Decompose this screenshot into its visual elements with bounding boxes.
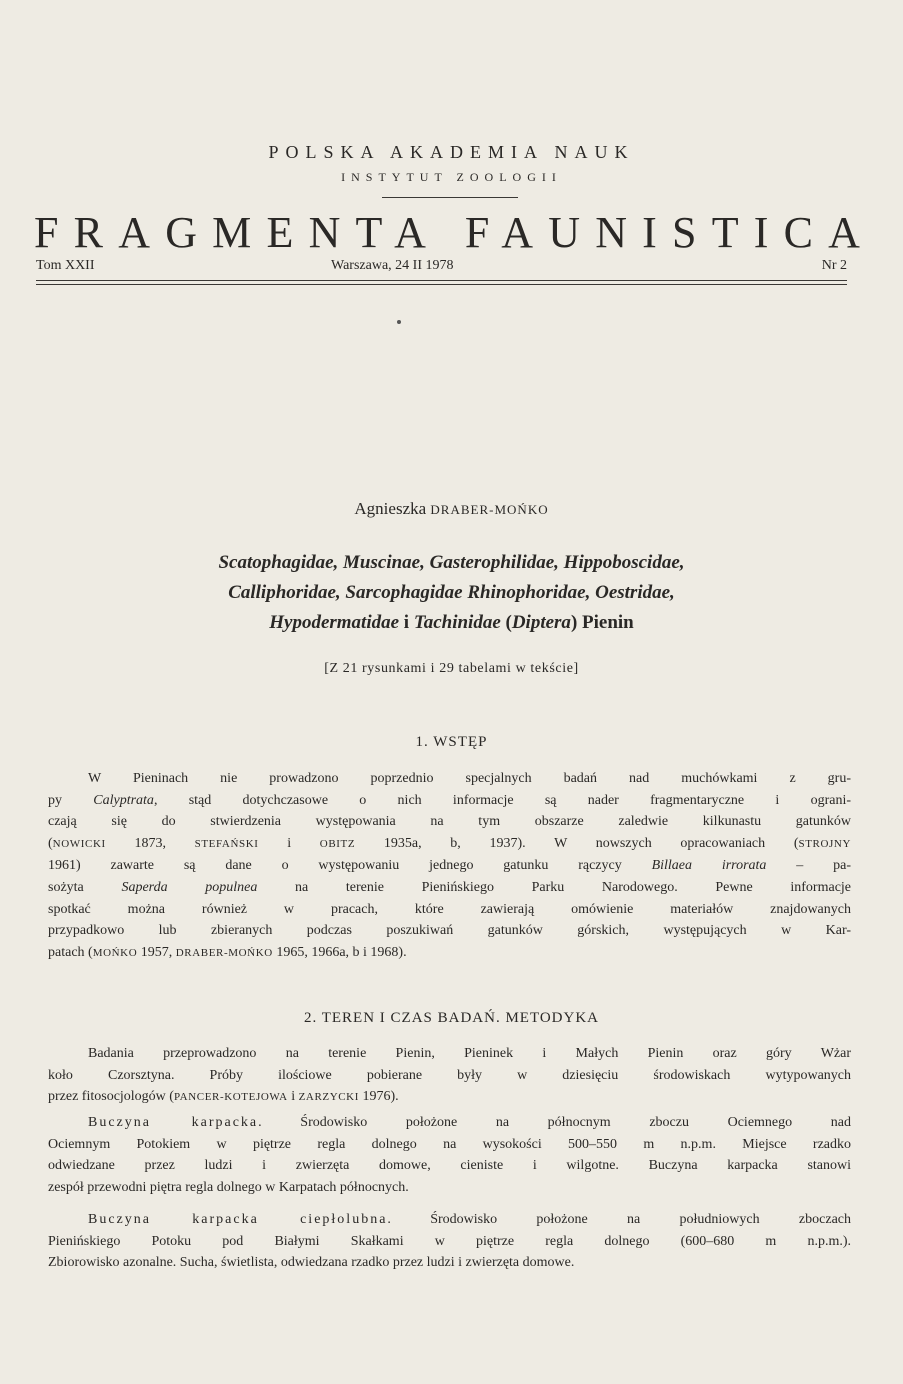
text-line [48,1209,851,1231]
intro-paragraph [48,768,851,964]
text-line [48,877,851,899]
author-citation: OBITZ [319,837,356,850]
section-heading-methods: 2. TEREN I CZAS BADAŃ. METODYKA [303,1010,600,1026]
text-line [48,1155,851,1177]
text-run: , stąd dotychczasowe o nich informacje są nader fragmentaryczne i ograni- [153,792,851,808]
text-run: sożyta [48,879,122,895]
header-rule-top [36,280,847,281]
text-line [48,1177,851,1199]
volume-label: Tom XXII [36,258,95,273]
author-first-name: Agnieszka [354,499,427,518]
text-run: spotkać można również w pracach, które zawierają omówienie materiałów znajdowanych [48,901,851,917]
section-heading-intro: 1. WSTĘP [415,734,488,750]
article-title-line-3 [0,612,903,634]
title-word: ( [500,612,512,633]
text-run: W Pieninach nie prowadzono poprzednio specjalnych badań nad muchówkami z gru- [88,771,851,786]
title-taxon: Calliphoridae, [228,582,346,603]
author-citation: MOŃKO [92,946,138,959]
taxon-name: Saperda populnea [121,879,258,895]
title-taxon: Tachinidae [413,612,501,633]
text-run: odwiedzane przez ludzi i zwierzęta domowe, cieniste i wilgotne. Buczyna karpacka stanowi [48,1158,851,1174]
text-line [48,1043,851,1065]
title-taxon: Oestridae, [595,582,675,603]
title-taxon: Diptera [511,612,571,633]
text-run: 1976). [359,1089,399,1105]
text-run: patach ( [48,944,93,960]
text-line [48,1112,851,1134]
methods-paragraph [48,1043,851,1109]
author-citation: DRABER-MOŃKO [175,946,273,959]
text-line [48,833,851,856]
journal-title: FRAGMENTA FAUNISTICA [34,208,876,257]
text-line [48,1086,851,1109]
text-line [48,768,851,790]
title-taxon: Hippoboscidae, [563,552,685,573]
header-divider [382,197,518,198]
title-taxon: Scatophagidae, [218,552,344,573]
header-rule-bottom [36,284,847,285]
text-run: Buczyna karpacka [88,1115,259,1130]
article-title-line-1 [0,552,903,574]
text-run: przez fitosocjologów ( [48,1089,174,1105]
text-run: zespół przewodni piętra regla dolnego w Karpatach północnych. [48,1179,409,1195]
text-run: na terenie Pienińskiego Parku Narodowego. Pewne informacje [257,879,852,895]
author-citation: ZARZYCKI [298,1091,359,1104]
text-run: . Środowisko położone na północnym zboczu Ociemnego nad [258,1115,852,1130]
habitat-paragraph-buczyna [48,1112,851,1198]
text-run: . Środowisko położone na południowych zboczach [387,1212,851,1227]
title-word: i [399,612,414,633]
text-run: czają się do stwierdzenia występowania na tym obszarze zaledwie kilkunastu gatunków [48,814,851,830]
figures-note: [Z 21 rysunkami i 29 tabelami w tekście] [324,661,579,676]
text-run: koło Czorsztyna. Próby ilościowe pobierane były w dziesięciu środowiskach wytypowanych [48,1067,851,1083]
text-run: 1873, [105,835,195,851]
text-run: ( [48,835,53,851]
title-taxon: Muscinae, [343,552,430,573]
text-run: przypadkowo lub zbieranych podczas poszukiwań gatunków górskich, występujących w Kar- [48,923,851,939]
title-taxon: Hypodermatidae [269,612,400,633]
text-run: Buczyna karpacka ciepłolubna [88,1212,388,1227]
text-run: i [258,835,320,851]
title-taxon: Sarcophagidae [345,582,468,603]
text-run: 1961) zawarte są dane o występowaniu jednego gatunku rączycy [48,858,652,874]
text-line [48,899,851,921]
text-line [48,1134,851,1156]
text-run: – pa- [766,858,851,874]
author-citation: STEFAŃSKI [194,837,259,850]
text-run: Pienińskiego Potoku pod Białymi Skałkami w piętrze regla dolnego (600–680 m n.p.m.). [48,1233,851,1249]
article-title-line-2 [0,582,903,604]
text-run: Badania przeprowadzono na terenie Pienin, Pieninek i Małych Pienin oraz góry Wżar [88,1046,851,1061]
author-citation: STROJNY [798,837,852,850]
text-run: 1965, 1966a, b i 1968). [272,944,407,960]
issue-number: Nr 2 [821,258,847,273]
title-taxon: Rhinophoridae, [467,582,596,603]
text-line [48,920,851,942]
text-line [48,790,851,812]
text-run: Zbiorowisko azonalne. Sucha, świetlista, odwiedzana rzadko przez ludzi i zwierzęta domowe. [48,1255,575,1271]
text-run: py [48,792,94,808]
author-citation: NOWICKI [52,837,106,850]
place-date: Warszawa, 24 II 1978 [331,258,454,273]
text-line [48,942,851,965]
text-line [48,1065,851,1087]
author-citation: PANCER-KOTEJOWA [173,1091,288,1104]
text-line [48,1252,851,1274]
text-run: 1957, [137,944,176,960]
text-run: 1935a, b, 1937). W nowszych opracowaniach ( [355,835,799,851]
title-taxon: Gasterophilidae, [429,552,564,573]
text-run: Ociemnym Potokiem w piętrze regla dolnego na wysokości 500–550 m n.p.m. Miejsce rzadko [48,1136,851,1152]
title-word: ) [570,612,583,633]
text-line [48,855,851,877]
text-line [48,811,851,833]
author-line [0,499,903,519]
text-run: i [287,1089,299,1105]
title-word: Pienin [582,612,634,633]
taxon-name: Calyptrata [93,792,154,808]
academy-name: POLSKA AKADEMIA NAUK [268,142,635,162]
institute-name: INSTYTUT ZOOLOGII [341,170,562,184]
taxon-name: Billaea irrorata [651,858,767,874]
author-last-name: DRABER-MOŃKO [430,502,549,517]
habitat-paragraph-buczyna-cieplolubna [48,1209,851,1274]
text-line [48,1231,851,1253]
print-mark-dot [397,320,401,324]
